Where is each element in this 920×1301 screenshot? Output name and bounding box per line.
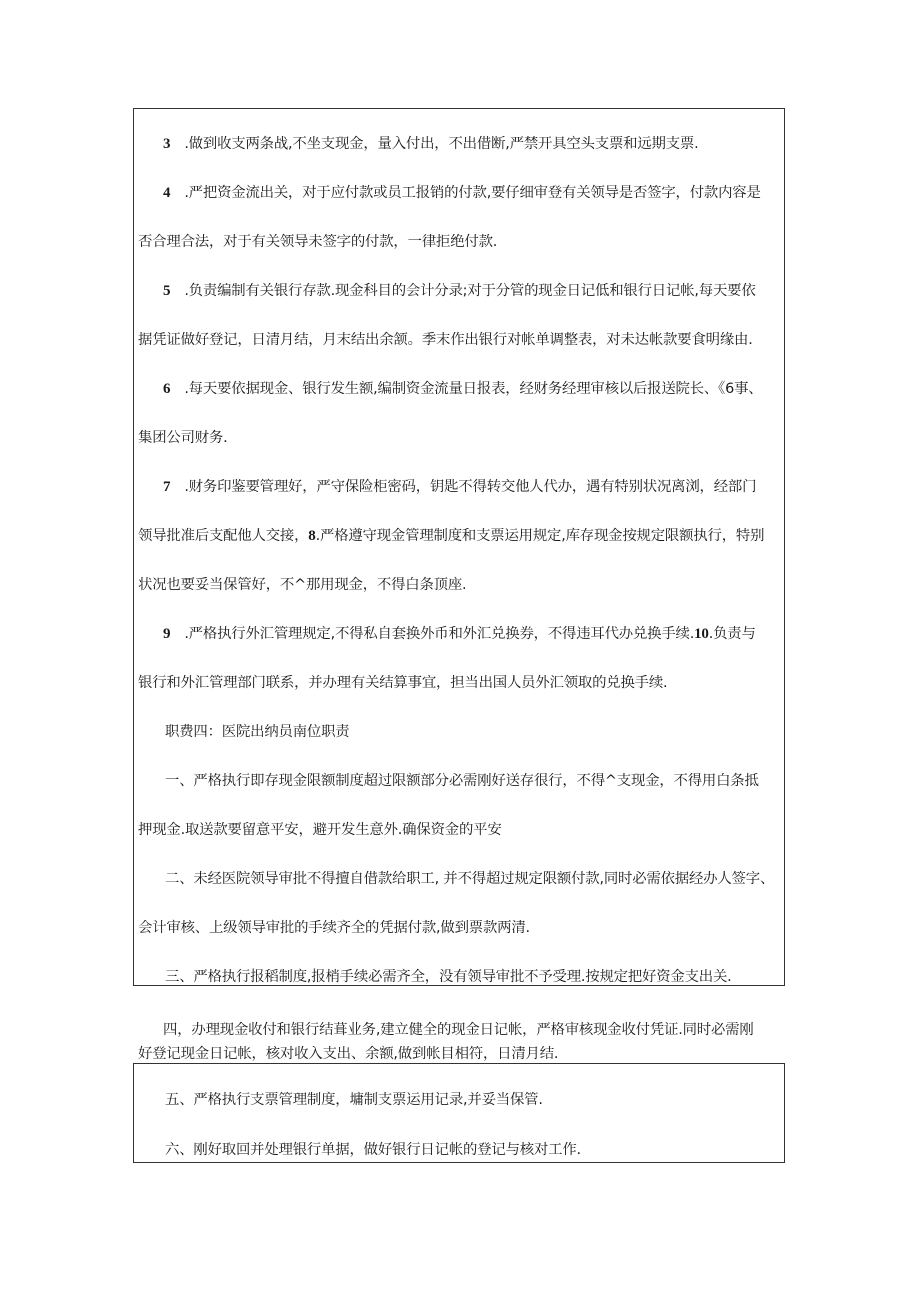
item-number: 8 [308, 528, 316, 544]
item-number: 3 [163, 136, 171, 152]
item-9 [163, 624, 783, 644]
item-text: .每天要依据现金、银行发生额,编制资金流量日报表，经财务经理审核以后报送院长、《6事、 [184, 381, 763, 397]
item-text: .负责编制有关银行存款.现金科目的会计分录;对于分管的现金日记低和银行日记帐,每天要依 [184, 283, 756, 299]
item-text: .做到收支两条战,不坐支现金，量入付出，不出借断,严禁开具空头支票和远期支票. [184, 136, 699, 152]
item-4 [163, 183, 783, 203]
section-title: 职费四：医院出纳员南位职责 [165, 724, 350, 740]
item-4-continuation: 否合理合法，对于有关领导未签字的付款，一律拒绝付款. [138, 234, 498, 250]
duty-5: 五、严格执行支票管理制度，墉制支票运用记录,并妥当保管. [165, 1092, 543, 1108]
item-number: 4 [163, 185, 171, 201]
duty-2-continuation: 会计审核、上级领导审批的手续齐全的凭据付款,做到票款两清. [138, 920, 530, 936]
item-6-continuation: 集团公司财务. [138, 430, 228, 446]
item-number: 9 [163, 626, 171, 642]
item-number: 7 [163, 479, 171, 495]
item-5-continuation: 据凭证做好登记，日清月结，月末结出余颔。季末作出银行对帐单调整表，对未达帐款要食明缘由. [138, 332, 753, 348]
item-7 [163, 477, 783, 497]
duty-2: 二、未经医院领导审批不得擅自借款给职工, 并不得超过规定限额付款,同时必需依据经办人签字、 [165, 871, 775, 887]
item-6 [163, 379, 783, 399]
item-7-continuation [138, 526, 783, 546]
duty-1-continuation: 押现金.取送款要留意平安，避开发生意外.确保资金的平安 [138, 822, 502, 838]
item-9-continuation: 银行和外汇管理部门联系，并办理有关结算事宜，担当出国人员外汇领取的兑换手续. [138, 675, 668, 691]
item-text: .严把资金流出关，对于应付款或员工报销的付款,要仔细审登有关领导是否签字，付款内容是 [184, 185, 761, 201]
item-text: 领导批准后支配他人交接， [138, 528, 309, 544]
item-text: .财务印鉴要管理好，严守保险柜密码，钥匙不得转交他人代办，遇有特别状况离浏，经部门 [184, 479, 757, 495]
duty-3: 三、严格执行报稻制度,报梢手续必需齐全，没有领导审批不予受理.按规定把好资金支出关. [165, 969, 732, 985]
item-number: 6 [163, 381, 171, 397]
item-8-continuation: 状况也要妥当保管好，不^那用现金，不得白条顶座. [138, 577, 467, 593]
duty-4: 四，办理现金收付和银行结葺业务,建立健全的现金日记帐，严格审核现金收付凭证.同时必需刚 [163, 1022, 754, 1038]
item-number: 10 [694, 626, 709, 642]
item-text: .严格执行外汇管理规定,不得私自套换外币和外汇兑换券，不得违耳代办兑换手续. [184, 626, 695, 642]
item-5 [163, 281, 783, 301]
item-text: .负责与 [708, 626, 756, 642]
item-text: .严格遵守现金管理制度和支票运用规定,库存现金按规定限额执行，特别 [315, 528, 765, 544]
duty-4-continuation: 好登记现金日记帐，核对收入支出、余额,做到帐目相符，日清月结. [138, 1046, 559, 1062]
item-3 [163, 134, 783, 154]
duty-6: 六、刚好取回并处理银行单据，做好银行日记帐的登记与核对工作. [165, 1142, 581, 1158]
item-number: 5 [163, 283, 171, 299]
duty-1: 一、严格执行即存现金限额制度超过限额部分必需刚好送存很行，不得^支现金，不得用白条抵 [165, 773, 759, 789]
